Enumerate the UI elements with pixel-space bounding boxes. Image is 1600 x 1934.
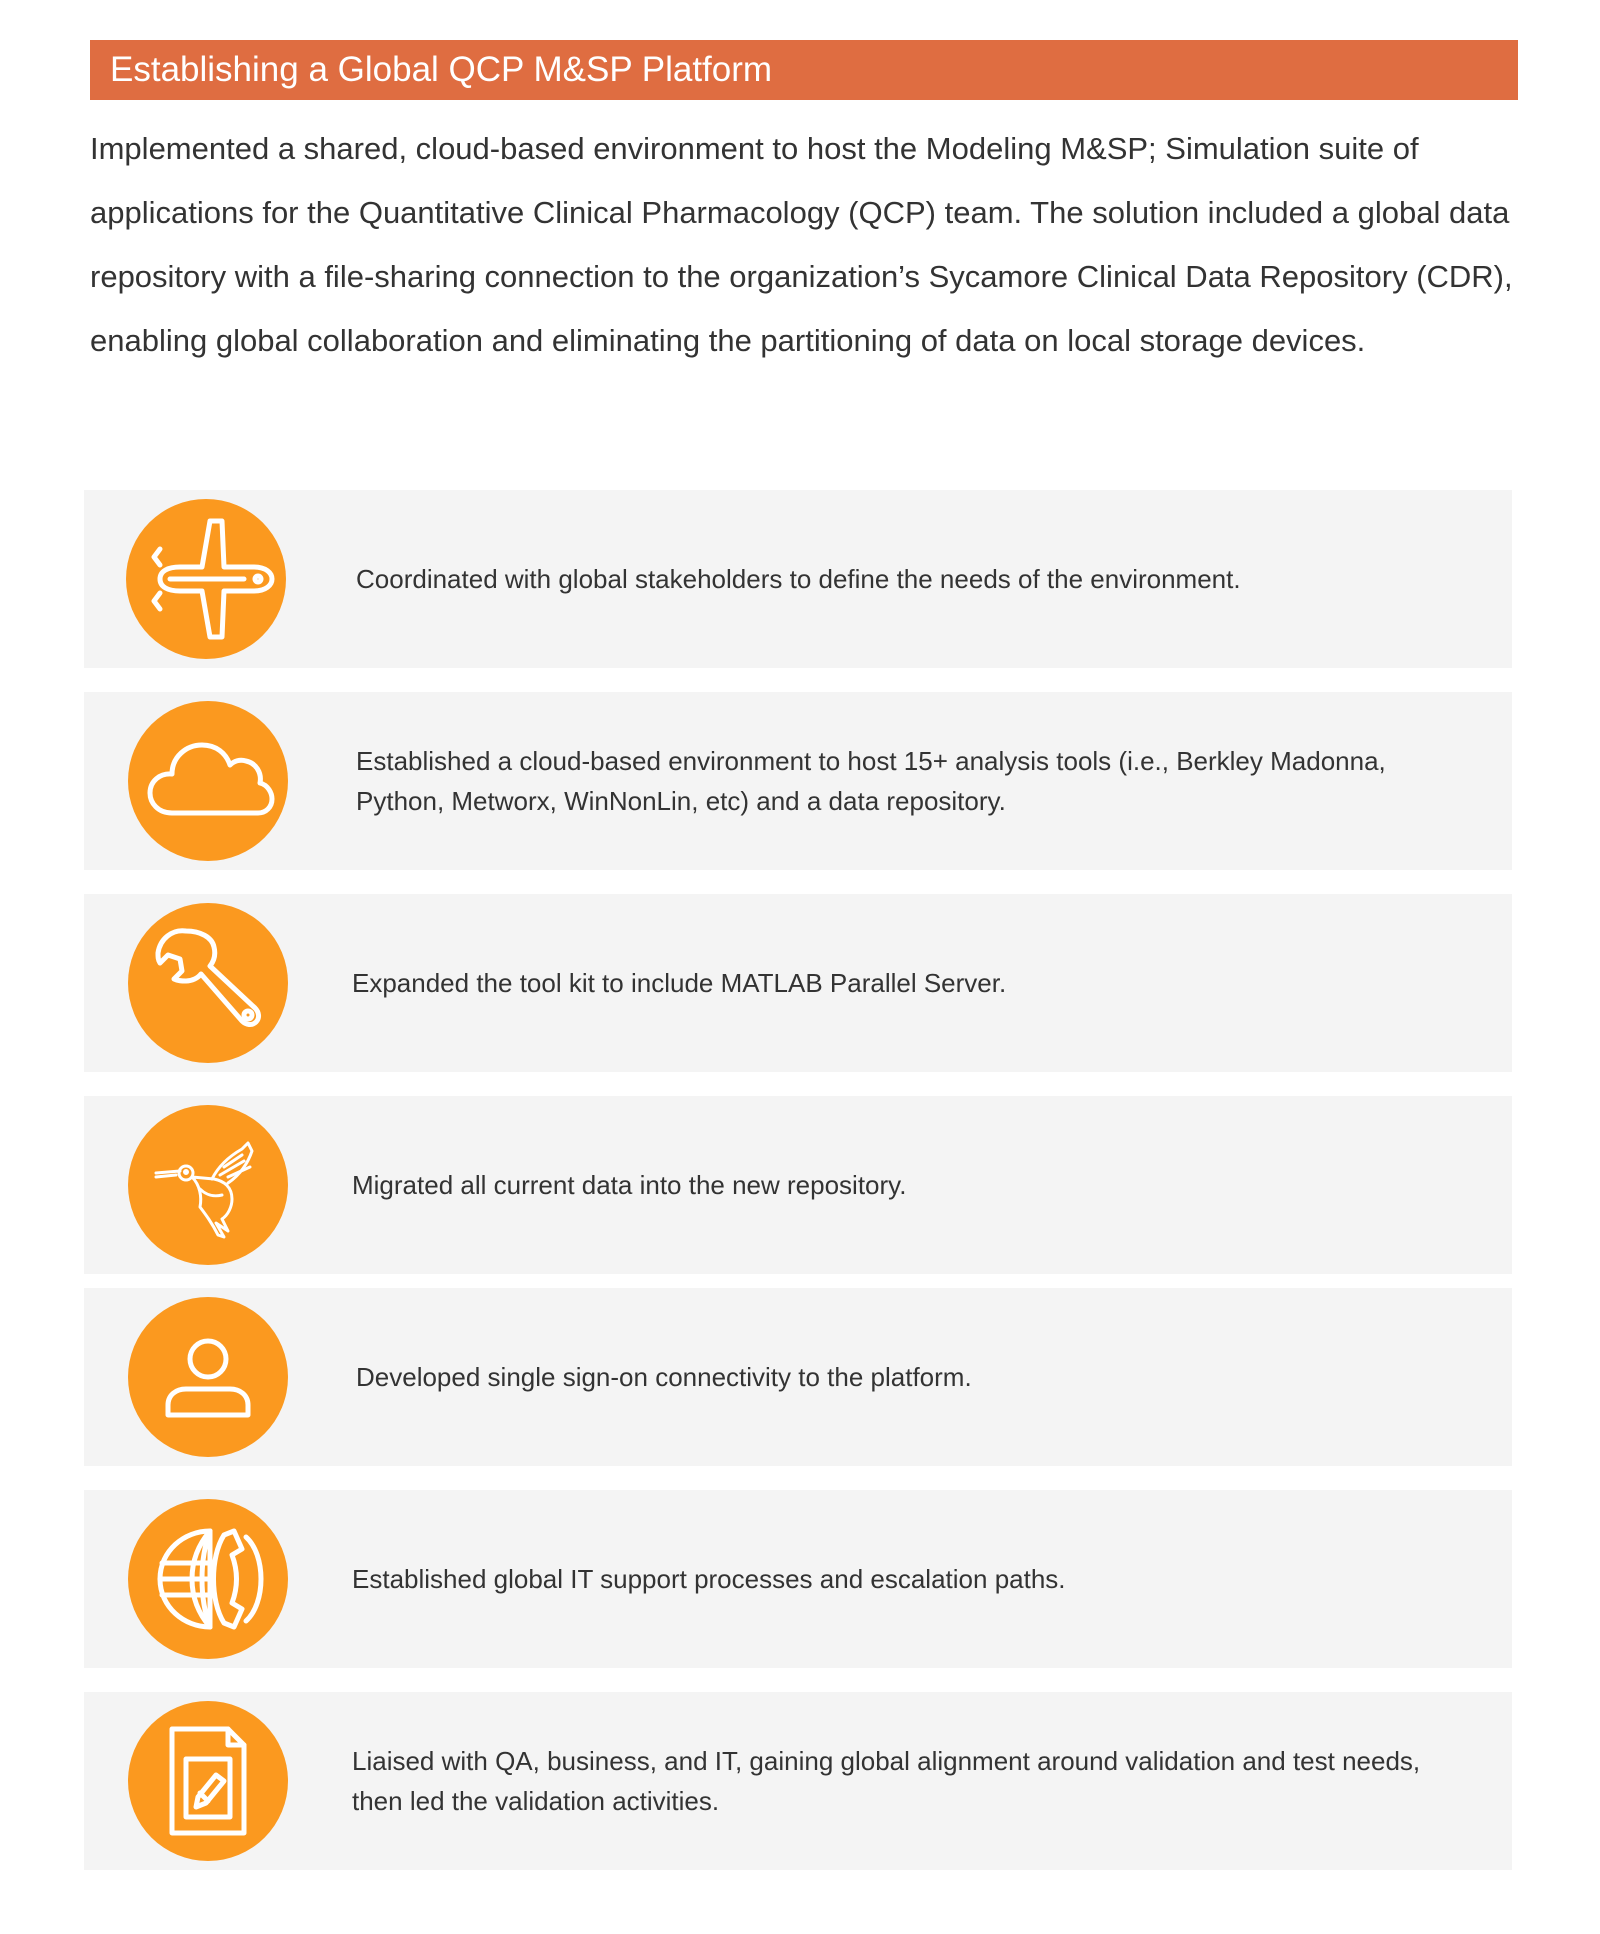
document-edit-icon [128, 1701, 288, 1861]
card-single-sign-on [84, 1288, 1512, 1466]
cloud-icon [128, 701, 288, 861]
section-header [90, 40, 1518, 100]
card-text: Coordinated with global stakeholders to define the needs of the environment. [356, 564, 1241, 594]
card-validation [84, 1692, 1512, 1870]
card-cloud-environment [84, 692, 1512, 870]
icon-circle [128, 1701, 288, 1861]
card-text: Developed single sign-on connectivity to the platform. [356, 1362, 972, 1392]
card-tool-kit [84, 894, 1512, 1072]
icon-circle [128, 903, 288, 1063]
user-icon [128, 1297, 288, 1457]
card-text: Established a cloud-based environment to host 15+ analysis tools (i.e., Berkley Madonna, Python, Metworx, WinNonLin, etc) and a data repository. [356, 746, 1386, 816]
icon-circle [128, 1499, 288, 1659]
card-text: Migrated all current data into the new repository. [352, 1170, 907, 1200]
icon-circle [126, 499, 286, 659]
intro-paragraph: Implemented a shared, cloud-based environment to host the Modeling M&SP; Simulation suite of applications for the Quantitative Clinical Pharmacology (QCP) team. The solution included a global data repository with a file-sharing connection to the organization’s Sycamore Clinical Data Repository (CDR), enabling global collaboration and eliminating the partitioning of data on local storage devices. [90, 131, 1513, 358]
globe-phone-icon [128, 1499, 288, 1659]
card-text: Expanded the tool kit to include MATLAB Parallel Server. [352, 968, 1007, 998]
card-text: Established global IT support processes and escalation paths. [352, 1564, 1066, 1594]
card-it-support [84, 1490, 1512, 1668]
icon-circle [128, 701, 288, 861]
section-title: Establishing a Global QCP M&SP Platform [110, 50, 773, 89]
icon-circle [128, 1297, 288, 1457]
icon-circle [128, 1105, 288, 1265]
card-text: Liaised with QA, business, and IT, gaining global alignment around validation and test needs, then led the validation activities. [352, 1746, 1421, 1816]
airplane-icon [126, 499, 286, 659]
wrench-icon [128, 903, 288, 1063]
card-stakeholders [84, 490, 1512, 668]
card-migrated-data [84, 1096, 1512, 1274]
hummingbird-icon [128, 1105, 288, 1265]
